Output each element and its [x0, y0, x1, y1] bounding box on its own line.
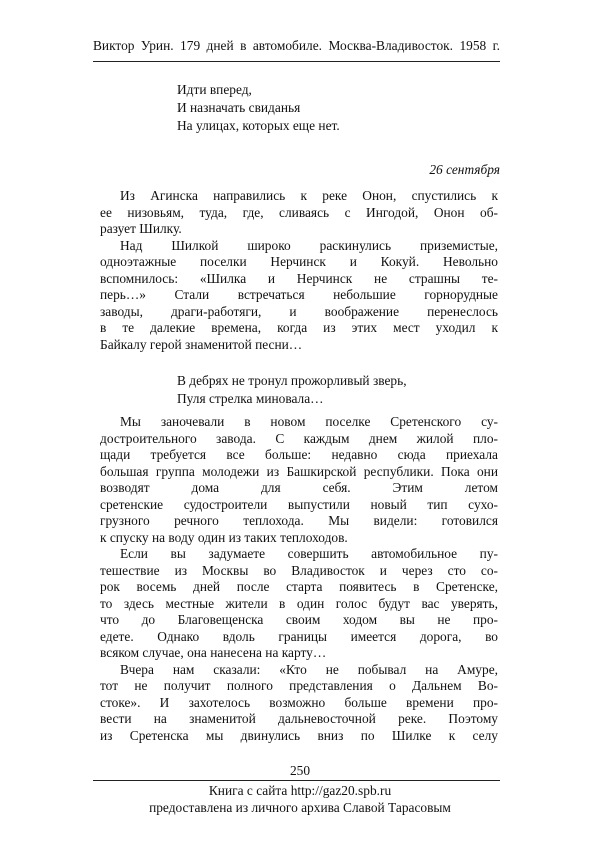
text-block-2: [100, 414, 498, 744]
text-line: Если вы задумаете совершить автомобильное пу-: [120, 546, 498, 561]
header-author: Виктор Урин.: [93, 38, 174, 53]
footer-rule: [93, 780, 500, 781]
text-line: ее низовьям, туда, где, сливаясь с Ингодой, Онон об-: [100, 204, 498, 220]
poem-line: И назначать свиданья: [177, 100, 301, 115]
text-line: вести на знаменитой дальневосточной реке. Поэтому: [100, 711, 498, 726]
text-line: что до Благовещенска своим ходом вы не про-: [100, 612, 498, 627]
footer-line-2: предоставлена из личного архива Славой Тарасовым: [149, 800, 451, 815]
text-line: возводят дома для себя. Этим летом: [100, 480, 498, 495]
text-line: всяком случае, она нанесена на карту…: [100, 645, 327, 660]
text-line: Из Агинска направились к реке Онон, спустились к: [120, 188, 498, 203]
text-block-1: [100, 188, 498, 353]
text-line: перь…» Стали встречаться небольшие горнорудные: [100, 287, 498, 302]
running-header: [93, 37, 500, 55]
text-line: разует Шилку.: [100, 221, 182, 236]
text-line: щади требуется все больше: недавно сюда приехала: [100, 447, 498, 462]
text-line: к спуску на воду один из таких теплоходов.: [100, 529, 348, 545]
text-line: Байкалу герой знаменитой песни…: [100, 336, 303, 352]
footer: [0, 782, 600, 816]
text-line: тешествие из Москвы во Владивосток и через сто со-: [100, 562, 498, 578]
text-line: Вчера нам сказали: «Кто не побывал на Амуре,: [120, 661, 498, 677]
text-line: сретенские судостроители выпустили новый тип сухо-: [100, 496, 498, 512]
text-line: едете. Однако вдоль границы имеется дорога, во: [100, 628, 498, 644]
text-line: тот не получит полного представления о Дальнем Во-: [100, 678, 498, 693]
text-line: то здесь местные жители в один голос будут вас уверять,: [100, 595, 498, 611]
text-line: из Сретенска мы двинулись вниз по Шилке к селу: [100, 727, 498, 743]
diary-date: 26 сентября: [429, 162, 500, 177]
poem-epigraph: [177, 81, 340, 135]
text-line: большая группа молодежи из Башкирской республики. Пока они: [100, 463, 498, 479]
poem-line: Идти вперед,: [177, 82, 252, 97]
poem-line: В дебрях не тронул прожорливый зверь,: [177, 373, 407, 388]
text-line: Мы заночевали в новом поселке Сретенского су-: [120, 414, 498, 429]
header-book-title: 179 дней в автомобиле.: [180, 38, 322, 53]
header-year: 1958 г.: [459, 38, 500, 53]
page-number: 250: [289, 763, 311, 778]
text-line: заводы, драги-работяги, и воображение перенеслось: [100, 303, 498, 319]
text-line: грузного речного теплохода. Мы видели: готовился: [100, 513, 498, 528]
text-line: стоке». И захотелось возможно больше времени про-: [100, 694, 498, 710]
poem-quote: [177, 372, 407, 408]
text-line: вспомнилось: «Шилка и Нерчинск не страшны те-: [100, 270, 498, 286]
header-rule: [93, 61, 500, 62]
header-route: Москва-Владивосток.: [328, 38, 454, 53]
text-line: рок восемь дней после старта появитесь в Сретенске,: [100, 579, 498, 594]
text-line: достроительного завода. С каждым днем жилой пло-: [100, 430, 498, 446]
text-line: Над Шилкой широко раскинулись приземистые,: [120, 237, 498, 253]
text-line: в те далекие времена, когда из этих мест уходил к: [100, 320, 498, 335]
footer-line-1: Книга с сайта http://gaz20.spb.ru: [208, 783, 392, 798]
poem-line: Пуля стрелка миновала…: [177, 391, 324, 406]
poem-line: На улицах, которых еще нет.: [177, 118, 340, 133]
text-line: одноэтажные поселки Нерчинск и Кокуй. Невольно: [100, 254, 498, 269]
